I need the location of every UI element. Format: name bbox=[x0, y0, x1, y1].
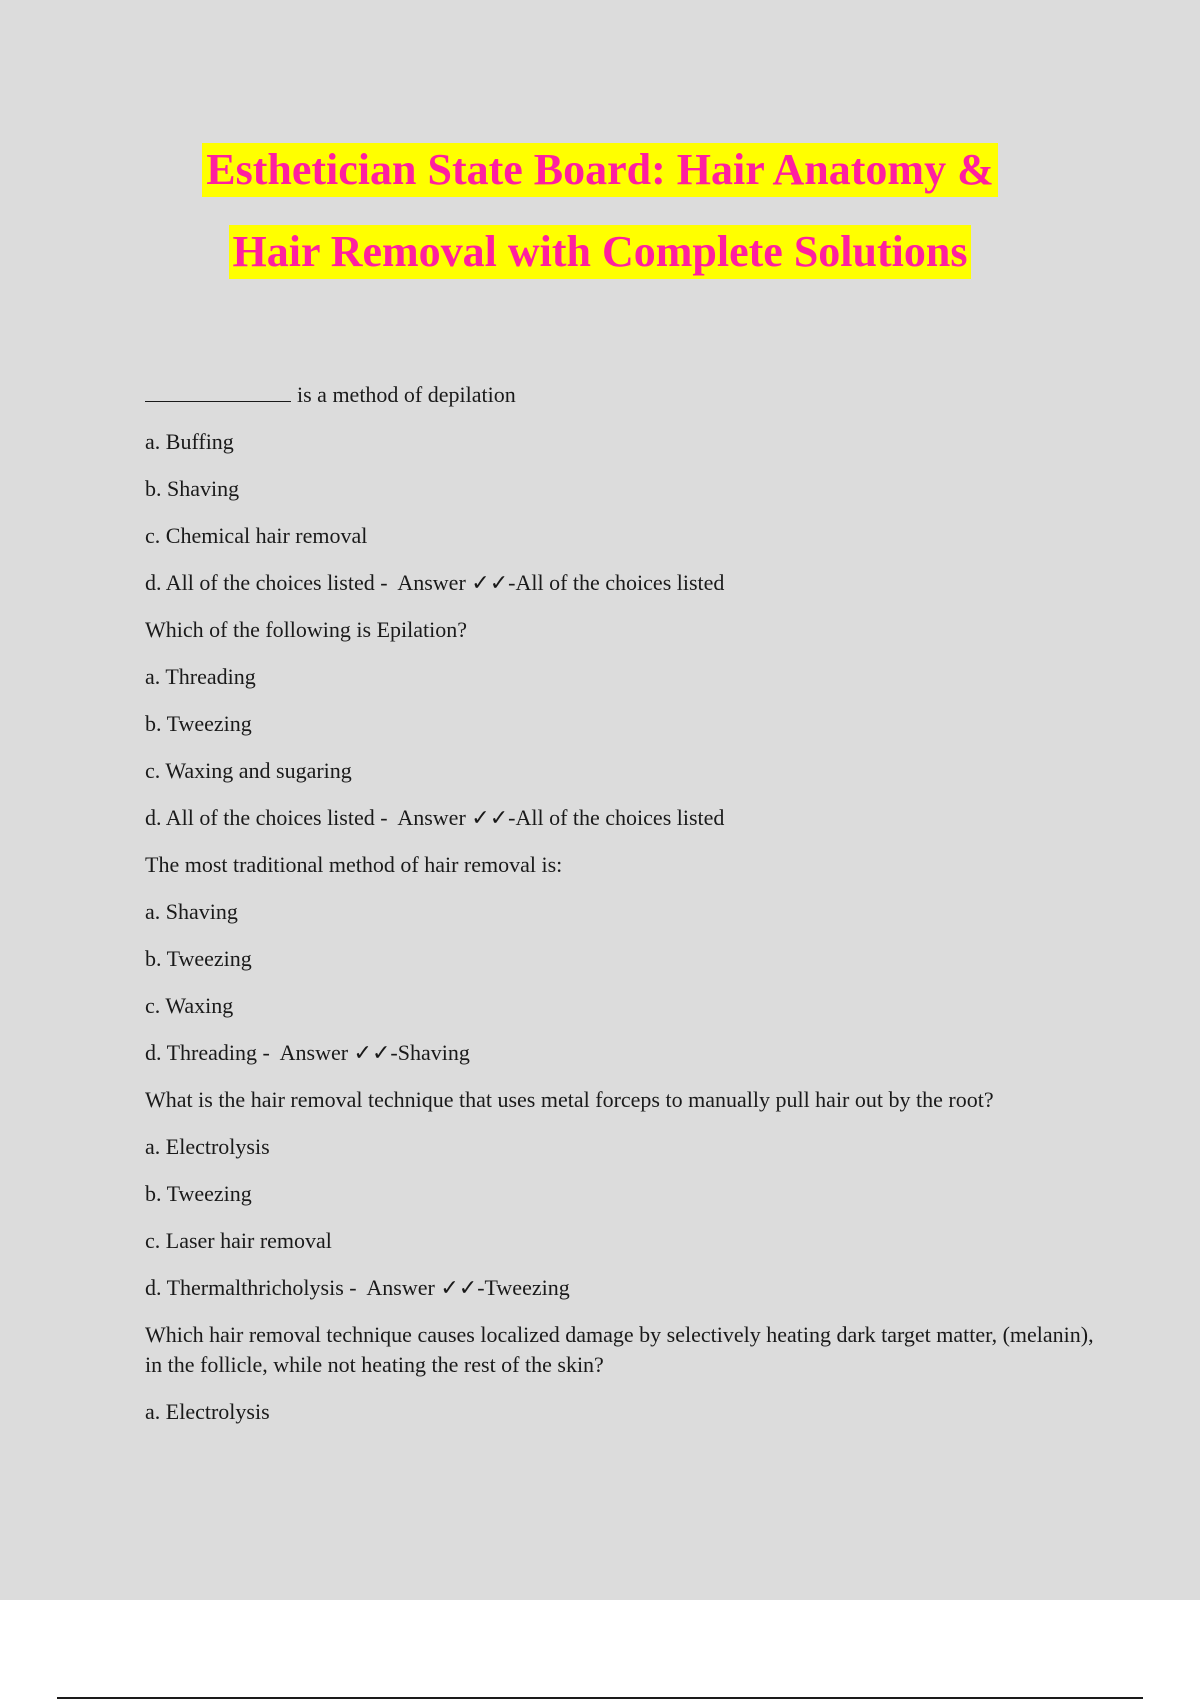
footer-divider bbox=[57, 1697, 1143, 1699]
title-line-1: Esthetician State Board: Hair Anatomy & bbox=[202, 143, 998, 197]
title-line-2: Hair Removal with Complete Solutions bbox=[229, 225, 972, 279]
option-4d-answer: d. Thermalthricholysis - Answer ✓✓-Tweezing bbox=[145, 1275, 570, 1300]
option-4a: a. Electrolysis bbox=[145, 1134, 270, 1159]
question-list bbox=[145, 380, 1100, 1444]
option-2a: a. Threading bbox=[145, 664, 256, 689]
option-3c: c. Waxing bbox=[145, 993, 234, 1018]
option-2d-answer: d. All of the choices listed - Answer ✓✓-All of the choices listed bbox=[145, 805, 725, 830]
fill-in-blank bbox=[145, 381, 291, 402]
question-2: Which of the following is Epilation? bbox=[145, 617, 467, 642]
option-3b: b. Tweezing bbox=[145, 946, 252, 971]
option-5a: a. Electrolysis bbox=[145, 1399, 270, 1424]
question-1-text: is a method of depilation bbox=[297, 382, 516, 407]
option-4c: c. Laser hair removal bbox=[145, 1228, 332, 1253]
option-3a: a. Shaving bbox=[145, 899, 238, 924]
question-5: Which hair removal technique causes localized damage by selectively heating dark target matter, (melanin), in the follicle, while not heating the rest of the skin? bbox=[145, 1322, 1100, 1377]
question-3: The most traditional method of hair removal is: bbox=[145, 852, 563, 877]
option-3d-answer: d. Threading - Answer ✓✓-Shaving bbox=[145, 1040, 470, 1065]
question-1 bbox=[145, 380, 1095, 410]
document-title bbox=[0, 143, 1200, 279]
option-1b: b. Shaving bbox=[145, 476, 240, 501]
option-4b: b. Tweezing bbox=[145, 1181, 252, 1206]
option-1a: a. Buffing bbox=[145, 429, 234, 454]
option-1c: c. Chemical hair removal bbox=[145, 523, 368, 548]
question-4: What is the hair removal technique that uses metal forceps to manually pull hair out by the root? bbox=[145, 1087, 994, 1112]
option-1d-answer: d. All of the choices listed - Answer ✓✓-All of the choices listed bbox=[145, 570, 725, 595]
option-2b: b. Tweezing bbox=[145, 711, 252, 736]
option-2c: c. Waxing and sugaring bbox=[145, 758, 352, 783]
